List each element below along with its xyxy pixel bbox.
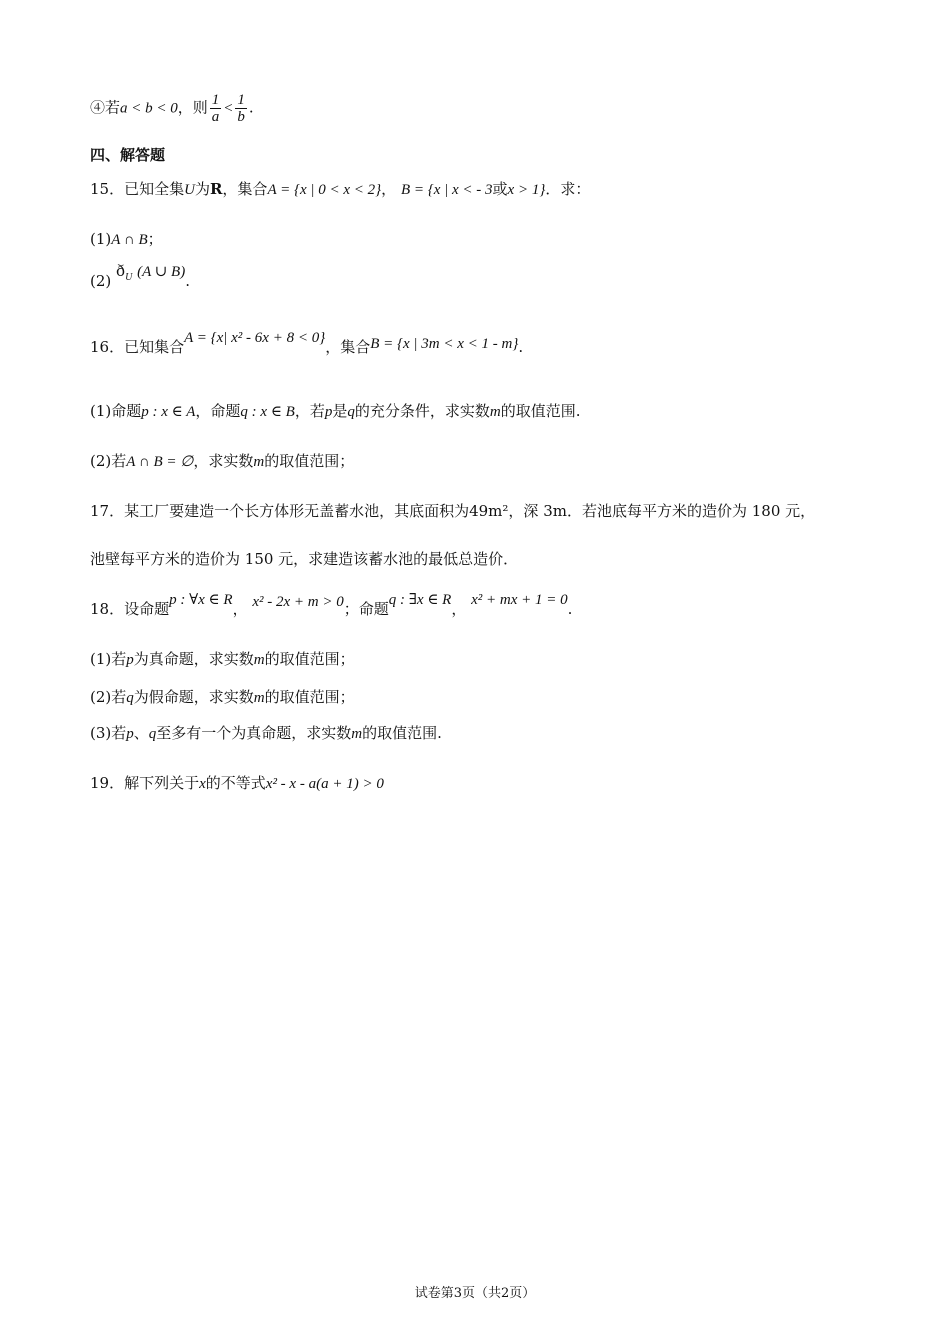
fraction-1-a: $\frac{1}{a}$ xyxy=(211,92,220,125)
question-19: 19．解下列关于x的不等式x² - x - a(a + 1) > 0 xyxy=(90,774,384,792)
question-18-part-1: (1)若p为真命题，求实数m的取值范围； xyxy=(90,650,355,668)
page-footer: 试卷第3页（共2页） xyxy=(414,1286,536,1301)
question-18-part-2: (2)若q为假命题，求实数m的取值范围； xyxy=(90,688,355,706)
section-heading: 四、解答题 xyxy=(90,146,166,164)
question-15-part-2: (2) $ð_U$ (A ∪ B). xyxy=(90,262,190,290)
question-17-line-2: 池壁每平方米的造价为 150 元，求建造该蓄水池的最低总造价． xyxy=(90,550,519,568)
question-18-part-3: (3)若p、q至多有一个为真命题，求实数m的取值范围. xyxy=(90,724,442,742)
question-16-part-1: (1)命题p : x ∈ A，命题q : x ∈ B，若p是q的充分条件，求实数m的取值范围. xyxy=(90,402,581,420)
math-cond: a < b < 0 xyxy=(120,100,178,117)
fraction-1-b: $\frac{1}{b}$ xyxy=(237,92,245,125)
item-4: ④若a < b < 0，则 $\frac{1}{a}$ < $\frac{1}{b}$ . xyxy=(90,92,254,125)
question-16: 16．已知集合A = {x| x² - 6x + 8 < 0}，集合B = {x | 3m < x < 1 - m}. xyxy=(90,330,524,356)
question-17-line-1: 17．某工厂要建造一个长方体形无盖蓄水池，其底面积为49m²，深 3m．若池底每平方米的造价为 180 元， xyxy=(90,502,816,520)
question-16-part-2: (2)若A ∩ B = ∅，求实数m的取值范围； xyxy=(90,452,355,470)
question-15-part-1: (1)A ∩ B； xyxy=(90,230,163,248)
question-18: 18．设命题p : ∀x ∈ R， x² - 2x + m > 0；命题q : ∃x ∈ R， x² + mx + 1 = 0. xyxy=(90,592,573,618)
question-15: 15．已知全集U为R，集合A = {x | 0 < x < 2}， B = {x | x < - 3或x > 1}．求： xyxy=(90,180,591,198)
